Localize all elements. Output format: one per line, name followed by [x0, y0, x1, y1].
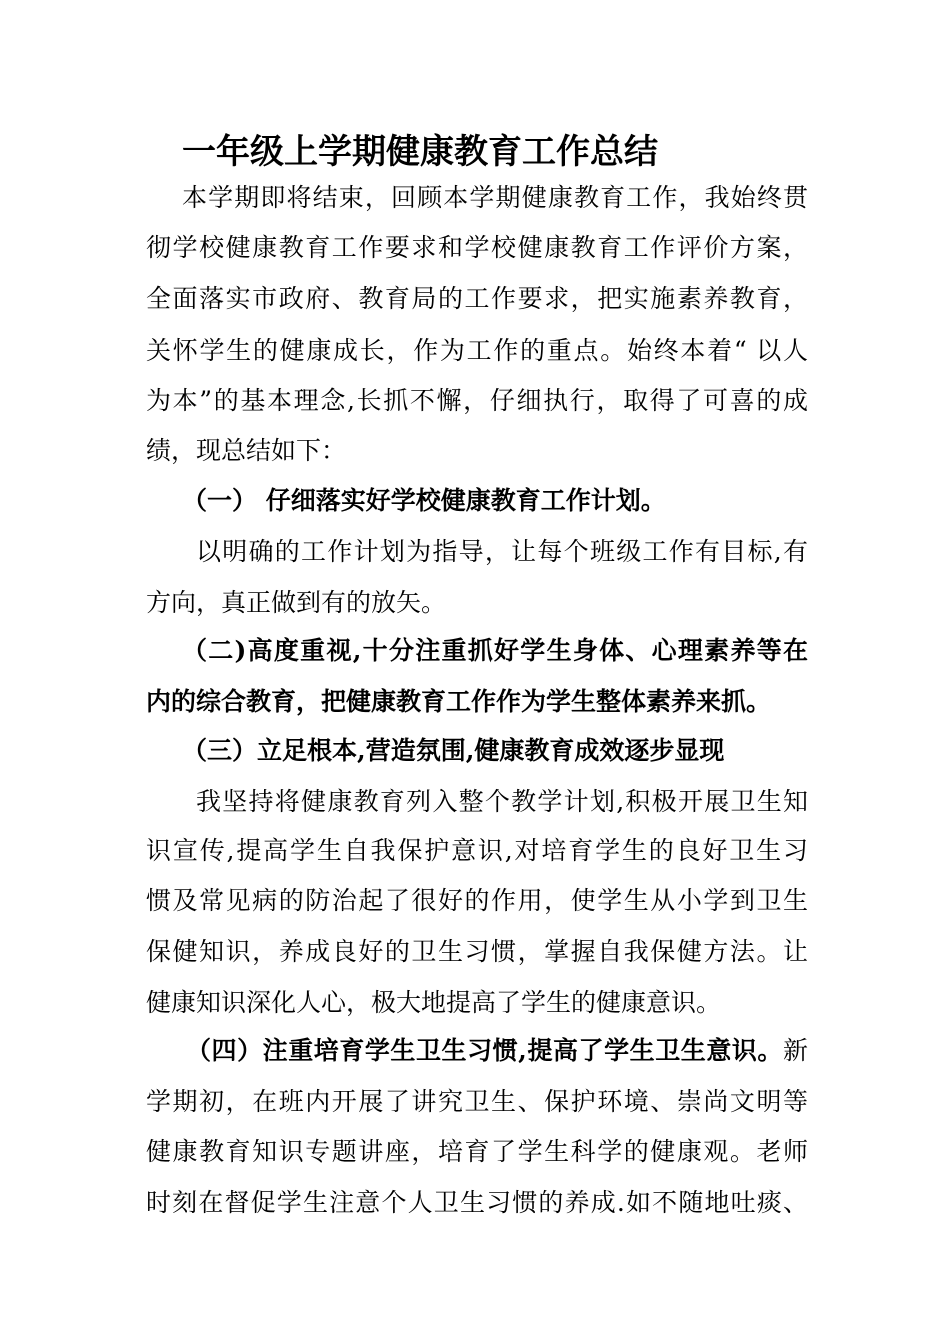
section-body-line: 识宣传,提高学生自我保护意识,对培育学生的良好卫生习: [146, 836, 808, 865]
section-heading: （二)高度重视,十分注重抓好学生身体、心理素养等在: [182, 636, 808, 665]
section-heading-line: [186, 1033, 808, 1069]
section-heading: （四）注重培育学生卫生习惯,提高了学生卫生意识。: [186, 1036, 783, 1065]
section-body-line: 学期初，在班内开展了讲究卫生、保护环境、崇尚文明等: [146, 1087, 808, 1116]
intro-line: 全面落实市政府、教育局的工作要求，把实施素养教育，: [146, 284, 808, 313]
section-body-line: 方向，真正做到有的放矢。: [146, 588, 447, 617]
intro-line: 彻学校健康教育工作要求和学校健康教育工作评价方案，: [146, 233, 808, 262]
intro-line: 关怀学生的健康成长，作为工作的重点。始终本着“ 以人: [146, 336, 808, 365]
section-body-line: 惯及常见病的防治起了很好的作用，使学生从小学到卫生: [146, 886, 808, 915]
document-title: 一年级上学期健康教育工作总结: [182, 132, 658, 172]
section-body-line: 保健知识，养成良好的卫生习惯，掌握自我保健方法。让: [146, 937, 808, 966]
section-body-line: 以明确的工作计划为指导，让每个班级工作有目标,有: [196, 537, 808, 566]
section-heading: （三）立足根本,营造氛围,健康教育成效逐步显现: [182, 736, 725, 765]
intro-line: 为本”的基本理念,长抓不懈，仔细执行，取得了可喜的成: [146, 386, 808, 415]
section-body-line: 健康知识深化人心，极大地提高了学生的健康意识。: [146, 988, 722, 1017]
section-body-line: 健康教育知识专题讲座，培育了学生科学的健康观。老师: [146, 1137, 808, 1166]
section-body-line: 我坚持将健康教育列入整个教学计划,积极开展卫生知: [196, 787, 808, 816]
intro-line: 绩，现总结如下：: [146, 436, 347, 465]
section-body-line: 时刻在督促学生注意个人卫生习惯的养成.如不随地吐痰、: [146, 1188, 808, 1217]
section-heading: （一） 仔细落实好学校健康教育工作计划。: [182, 486, 666, 515]
intro-line: 本学期即将结束，回顾本学期健康教育工作，我始终贯: [182, 183, 808, 212]
section-heading: 内的综合教育，把健康教育工作作为学生整体素养来抓。: [146, 687, 772, 716]
section-body-text: 新: [782, 1036, 808, 1065]
